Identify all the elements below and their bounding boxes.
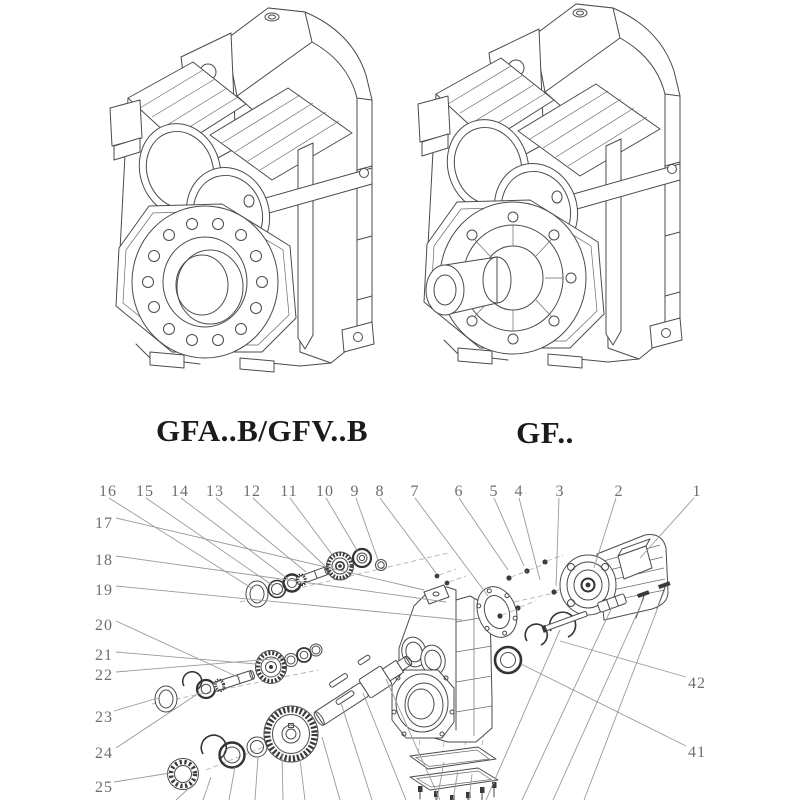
left-gearbox-figure <box>110 8 374 372</box>
callout-12: 12 <box>243 483 261 500</box>
right-gearbox-figure <box>418 4 682 368</box>
intermediate-pinion-shaft <box>212 669 255 692</box>
callout-7: 7 <box>410 483 420 500</box>
callout-9: 9 <box>350 483 360 500</box>
callout-5: 5 <box>489 483 499 500</box>
callout-15: 15 <box>136 483 154 500</box>
model-label-left: GFA..B/GFV..B <box>155 413 369 448</box>
callout-42: 42 <box>688 675 706 692</box>
callout-22: 22 <box>95 667 113 684</box>
callout-41: 41 <box>688 744 706 761</box>
callout-8: 8 <box>375 483 385 500</box>
intermediate-gear <box>256 651 287 684</box>
callout-16: 16 <box>99 483 117 500</box>
callout-17: 17 <box>95 515 113 532</box>
intermediate-shaft-parts <box>155 644 322 712</box>
callout-18: 18 <box>95 552 113 569</box>
output-gear <box>264 706 318 762</box>
output-ball-bearing <box>168 759 199 790</box>
callout-3: 3 <box>555 483 565 500</box>
callout-19: 19 <box>95 582 113 599</box>
callout-20: 20 <box>95 617 113 634</box>
callout-23: 23 <box>95 709 113 726</box>
callout-6: 6 <box>454 483 464 500</box>
callout-13: 13 <box>206 483 224 500</box>
model-label-right: GF.. <box>516 415 574 450</box>
callout-2: 2 <box>614 483 624 500</box>
callout-25: 25 <box>95 779 113 796</box>
exploded-view <box>95 483 706 800</box>
callout-21: 21 <box>95 647 113 664</box>
callout-11: 11 <box>280 483 298 500</box>
callout-numbers <box>95 483 706 796</box>
callout-4: 4 <box>514 483 524 500</box>
callout-1: 1 <box>692 483 702 500</box>
callout-14: 14 <box>171 483 189 500</box>
callout-24: 24 <box>95 745 113 762</box>
callout-10: 10 <box>316 483 334 500</box>
input-gear <box>327 552 354 580</box>
